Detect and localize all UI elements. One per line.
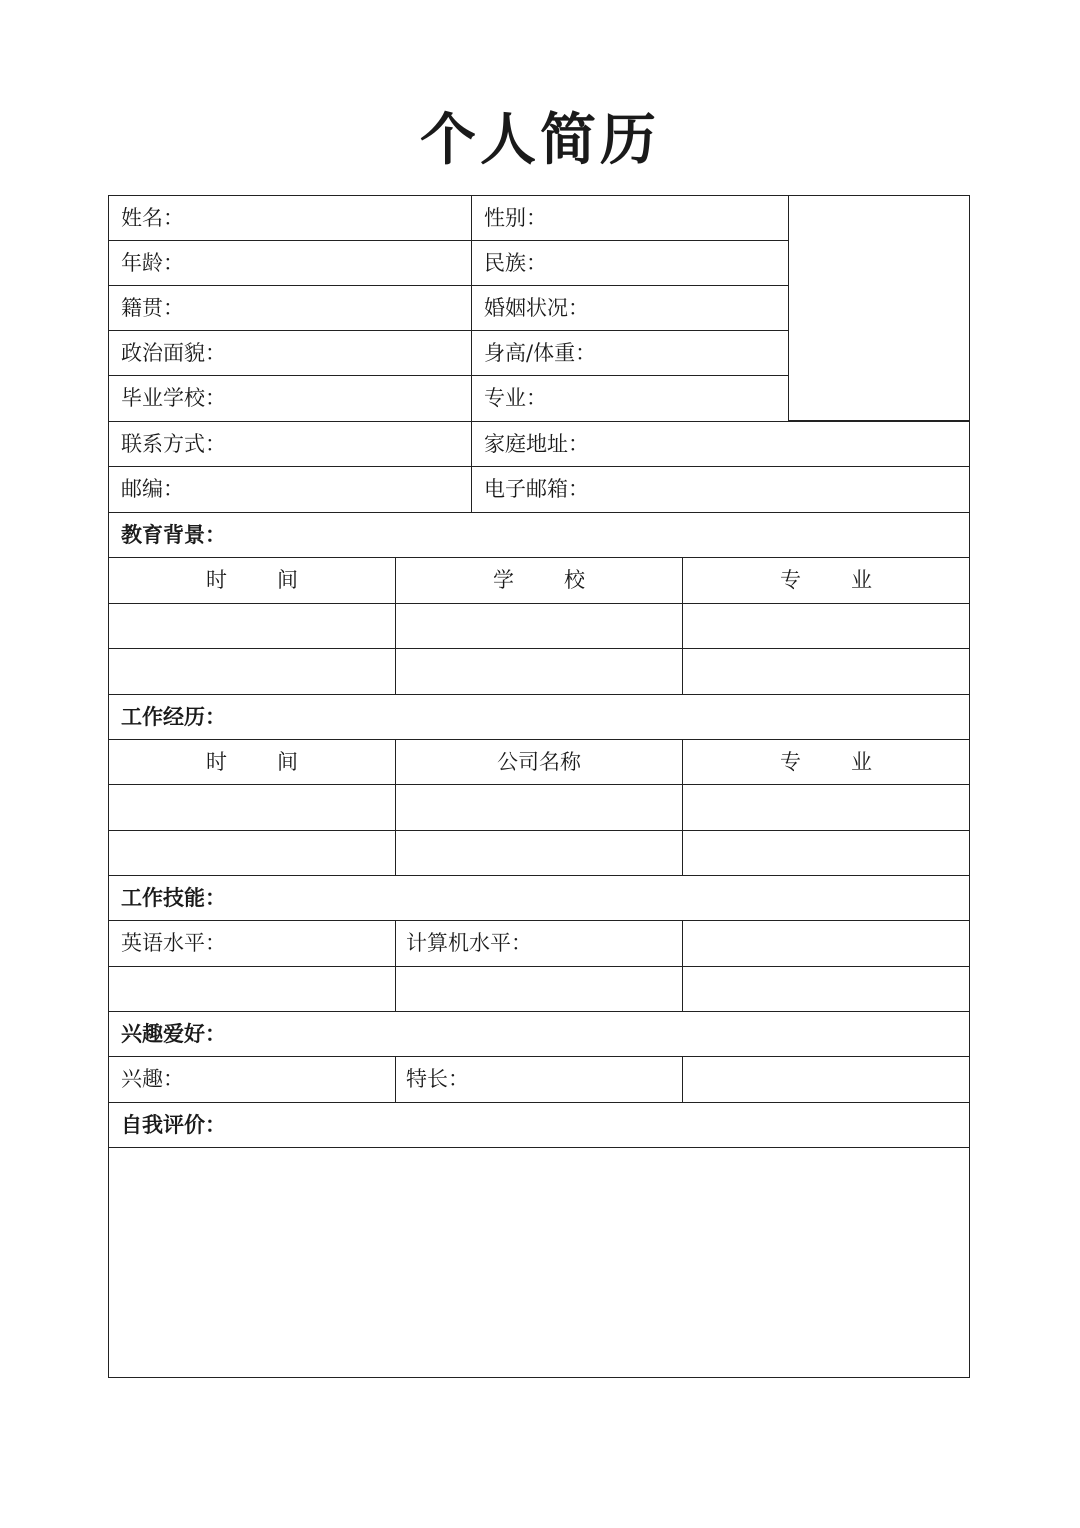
- height-weight-field[interactable]: 身高/体重：: [471, 330, 788, 375]
- education-row-2-time[interactable]: [108, 648, 395, 694]
- work-row-2-time[interactable]: [108, 830, 395, 875]
- work-col-major-label: 专业: [780, 750, 922, 774]
- contact-field[interactable]: 联系方式：: [108, 421, 471, 466]
- ethnicity-field[interactable]: 民族：: [471, 240, 788, 285]
- skills-row-2-col-1[interactable]: [108, 966, 395, 1011]
- work-row-1-major[interactable]: [682, 784, 970, 830]
- political-status-field[interactable]: 政治面貌：: [108, 330, 471, 375]
- self-eval-heading: 自我评价：: [108, 1102, 970, 1147]
- work-row-2-major[interactable]: [682, 830, 970, 875]
- skills-row-2-col-2[interactable]: [395, 966, 682, 1011]
- hobbies-extra[interactable]: [682, 1056, 970, 1102]
- skills-row-2-col-3[interactable]: [682, 966, 970, 1011]
- hobbies-heading: 兴趣爱好：: [108, 1011, 970, 1056]
- skills-row-1-extra[interactable]: [682, 920, 970, 966]
- work-col-time: [108, 739, 395, 784]
- education-col-major-label: 专业: [780, 568, 922, 592]
- self-eval-textarea[interactable]: [108, 1147, 970, 1378]
- work-col-major: [682, 739, 970, 784]
- school-field[interactable]: 毕业学校：: [108, 375, 471, 421]
- native-place-field[interactable]: 籍贯：: [108, 285, 471, 330]
- specialty-field[interactable]: 特长：: [395, 1056, 682, 1102]
- work-row-2-company[interactable]: [395, 830, 682, 875]
- education-row-1-major[interactable]: [682, 603, 970, 648]
- education-col-school: [395, 557, 682, 603]
- page-title: 个人简历: [420, 107, 660, 173]
- name-field[interactable]: 姓名：: [108, 195, 471, 240]
- computer-level-field[interactable]: 计算机水平：: [395, 920, 682, 966]
- education-row-1-school[interactable]: [395, 603, 682, 648]
- work-row-1-company[interactable]: [395, 784, 682, 830]
- skills-heading: 工作技能：: [108, 875, 970, 920]
- education-col-school-label: 学校: [493, 568, 635, 592]
- work-col-company: 公司名称: [395, 739, 682, 784]
- education-heading: 教育背景：: [108, 512, 970, 557]
- photo-box[interactable]: [788, 195, 970, 421]
- gender-field[interactable]: 性别：: [471, 195, 788, 240]
- work-row-1-time[interactable]: [108, 784, 395, 830]
- education-row-2-school[interactable]: [395, 648, 682, 694]
- work-heading: 工作经历：: [108, 694, 970, 739]
- education-col-major: [682, 557, 970, 603]
- age-field[interactable]: 年龄：: [108, 240, 471, 285]
- education-row-1-time[interactable]: [108, 603, 395, 648]
- education-row-2-major[interactable]: [682, 648, 970, 694]
- email-field[interactable]: 电子邮箱：: [471, 466, 970, 512]
- education-col-time-label: 时间: [206, 568, 348, 592]
- english-level-field[interactable]: 英语水平：: [108, 920, 395, 966]
- postcode-field[interactable]: 邮编：: [108, 466, 471, 512]
- interest-field[interactable]: 兴趣：: [108, 1056, 395, 1102]
- marital-status-field[interactable]: 婚姻状况：: [471, 285, 788, 330]
- resume-form: [108, 195, 970, 1378]
- address-field[interactable]: 家庭地址：: [471, 421, 970, 466]
- work-col-time-label: 时间: [206, 750, 348, 774]
- education-col-time: [108, 557, 395, 603]
- major-field[interactable]: 专业：: [471, 375, 788, 421]
